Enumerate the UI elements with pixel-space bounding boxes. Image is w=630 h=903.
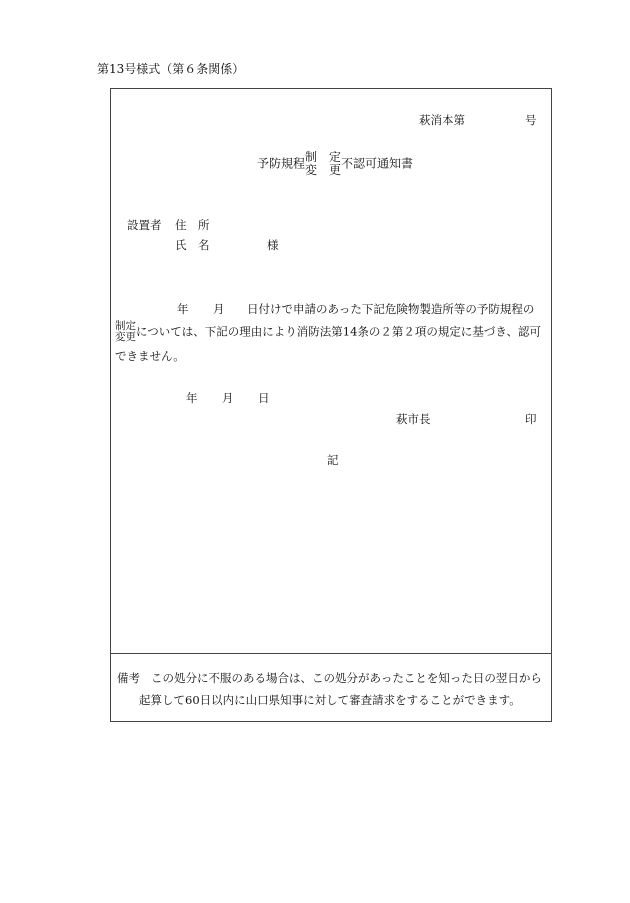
recipient-name-label: 氏 名 bbox=[175, 238, 210, 252]
document-title-stack-top: 制 定 bbox=[305, 150, 342, 164]
issuer-seal: 印 bbox=[525, 412, 537, 426]
remarks-line-2: 起算して60日以内に山口県知事に対して審査請求をすることができます。 bbox=[139, 693, 521, 707]
document-title-suffix: 不認可通知書 bbox=[341, 156, 414, 171]
body-stack-top: 制定 bbox=[115, 320, 136, 332]
body-stack-bottom: 変更 bbox=[115, 331, 136, 344]
body-date-year: 年 bbox=[177, 302, 189, 316]
issuer-name: 萩市長 bbox=[396, 412, 431, 426]
recipient-honorific: 様 bbox=[267, 238, 279, 252]
body-date-month: 月 bbox=[213, 302, 225, 316]
remarks-label: 備考 bbox=[117, 671, 140, 685]
issue-date-year: 年 bbox=[186, 391, 198, 405]
recipient-address-label: 住 所 bbox=[175, 218, 210, 232]
body-stack bbox=[115, 321, 136, 343]
form-box bbox=[110, 88, 552, 722]
reference-prefix: 萩消本第 bbox=[419, 113, 465, 127]
document-title-stack bbox=[305, 151, 341, 176]
document-title-prefix: 予防規程 bbox=[257, 156, 306, 171]
remarks-line-1: この処分に不服のある場合は、この処分があったことを知った日の翌日から bbox=[151, 671, 542, 685]
remarks-divider bbox=[111, 653, 551, 654]
document-title-stack-bottom: 変 更 bbox=[305, 162, 342, 177]
body-line-2-text: については、下記の理由により消防法第14条の２第２項の規定に基づき、認可 bbox=[136, 324, 541, 339]
issue-date-day: 日 bbox=[258, 391, 270, 405]
body-line-3: できません。 bbox=[115, 349, 185, 363]
body-line-2 bbox=[115, 321, 541, 343]
recipient-role: 設置者 bbox=[127, 218, 162, 232]
reference-suffix: 号 bbox=[525, 113, 537, 127]
issue-date-month: 月 bbox=[222, 391, 234, 405]
body-line-1: 日付けで申請のあった下記危険物製造所等の予防規程の bbox=[247, 302, 535, 316]
document-title bbox=[257, 151, 413, 176]
ki-heading: 記 bbox=[327, 453, 339, 467]
form-number-title: 第13号様式（第６条関係） bbox=[97, 62, 245, 76]
